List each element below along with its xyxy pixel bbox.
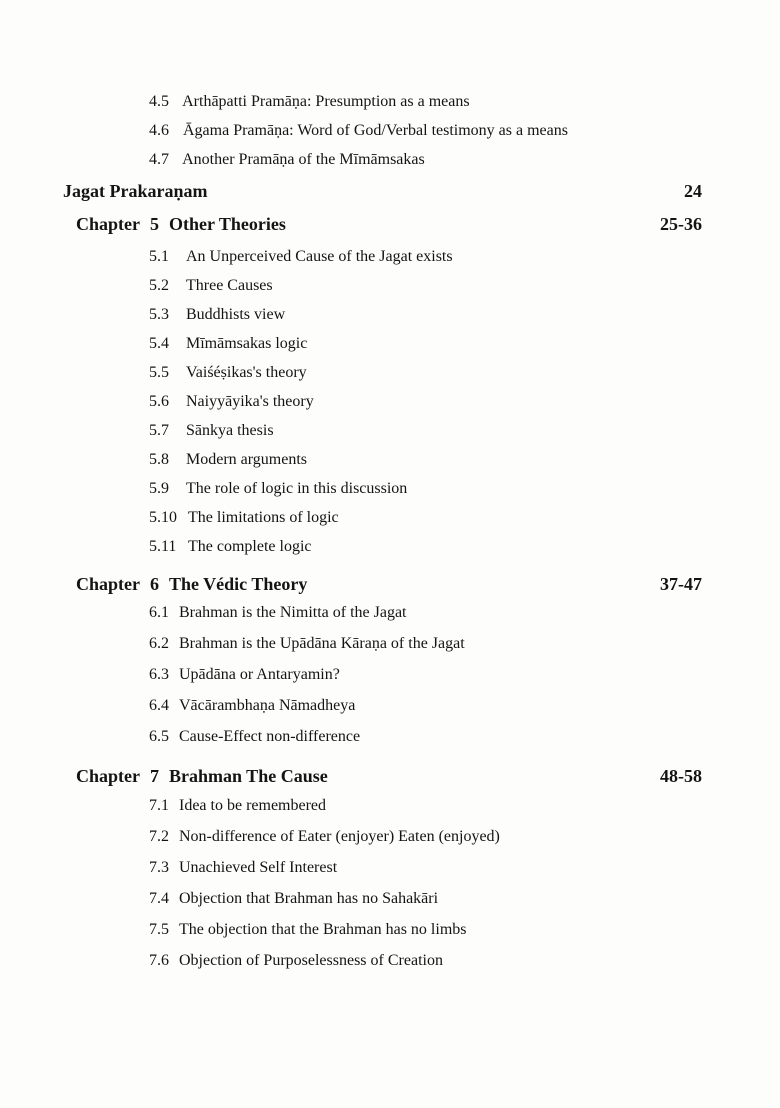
chapter-number: 7 [150,766,159,786]
toc-item: 4.5 Arthāpatti Pramāṇa: Presumption as a means [149,93,470,110]
chapter-heading [76,213,702,235]
chapter-pages: 37-47 [660,574,702,594]
toc-item: 6.3 Upādāna or Antaryamin? [149,666,340,683]
chapter-title: Other Theories [169,214,286,234]
toc-item: 4.7 Another Pramāṇa of the Mīmāmsakas [149,151,425,168]
toc-item: 4.6 Āgama Pramāṇa: Word of God/Verbal testimony as a means [149,122,568,139]
chapter-heading [76,765,702,787]
chapter-title: The Védic Theory [169,574,308,594]
toc-item: 7.1 Idea to be remembered [149,797,327,814]
toc-item: 5.10 The limitations of logic [149,509,339,526]
chapter-label: Chapter [76,766,140,786]
toc-item: 7.6 Objection of Purposelessness of Creation [149,952,443,969]
chapter-label: Chapter [76,574,140,594]
toc-item: 7.2 Non-difference of Eater (enjoyer) Eaten (enjoyed) [149,828,500,845]
toc-item: 7.5 The objection that the Brahman has no limbs [149,921,467,938]
toc-item: 5.3 Buddhists view [149,306,286,323]
chapter-pages: 48-58 [660,766,702,786]
chapter-pages: 25-36 [660,214,702,234]
chapter-title: Brahman The Cause [169,766,328,786]
chapter-number: 5 [150,214,159,234]
toc-item: 5.9 The role of logic in this discussion [149,480,408,497]
toc-item: 7.3 Unachieved Self Interest [149,859,338,876]
toc-item: 7.4 Objection that Brahman has no Sahakāri [149,890,439,907]
toc-item: 6.5 Cause-Effect non-difference [149,728,361,745]
toc-item: 5.2 Three Causes [149,277,273,294]
chapter-label: Chapter [76,214,140,234]
toc-item: 5.5 Vaiśéṣikas's theory [149,364,307,381]
toc-item: 6.2 Brahman is the Upādāna Kāraṇa of the Jagat [149,635,465,652]
chapter-number: 6 [150,574,159,594]
toc-item: 5.1 An Unperceived Cause of the Jagat exists [149,248,453,265]
toc-item: 5.11 The complete logic [149,538,312,555]
toc-item: 5.4 Mīmāmsakas logic [149,335,308,352]
chapter-heading [76,573,702,595]
toc-item: 6.1 Brahman is the Nimitta of the Jagat [149,604,407,621]
toc-item: 5.7 Sānkya thesis [149,422,274,439]
part-title: Jagat Prakaraṇam [63,181,208,201]
toc-item: 6.4 Vācārambhaṇa Nāmadheya [149,697,356,714]
part-heading [63,180,702,202]
toc-item: 5.6 Naiyyāyika's theory [149,393,314,410]
part-pages: 24 [684,181,702,201]
toc-item: 5.8 Modern arguments [149,451,308,468]
